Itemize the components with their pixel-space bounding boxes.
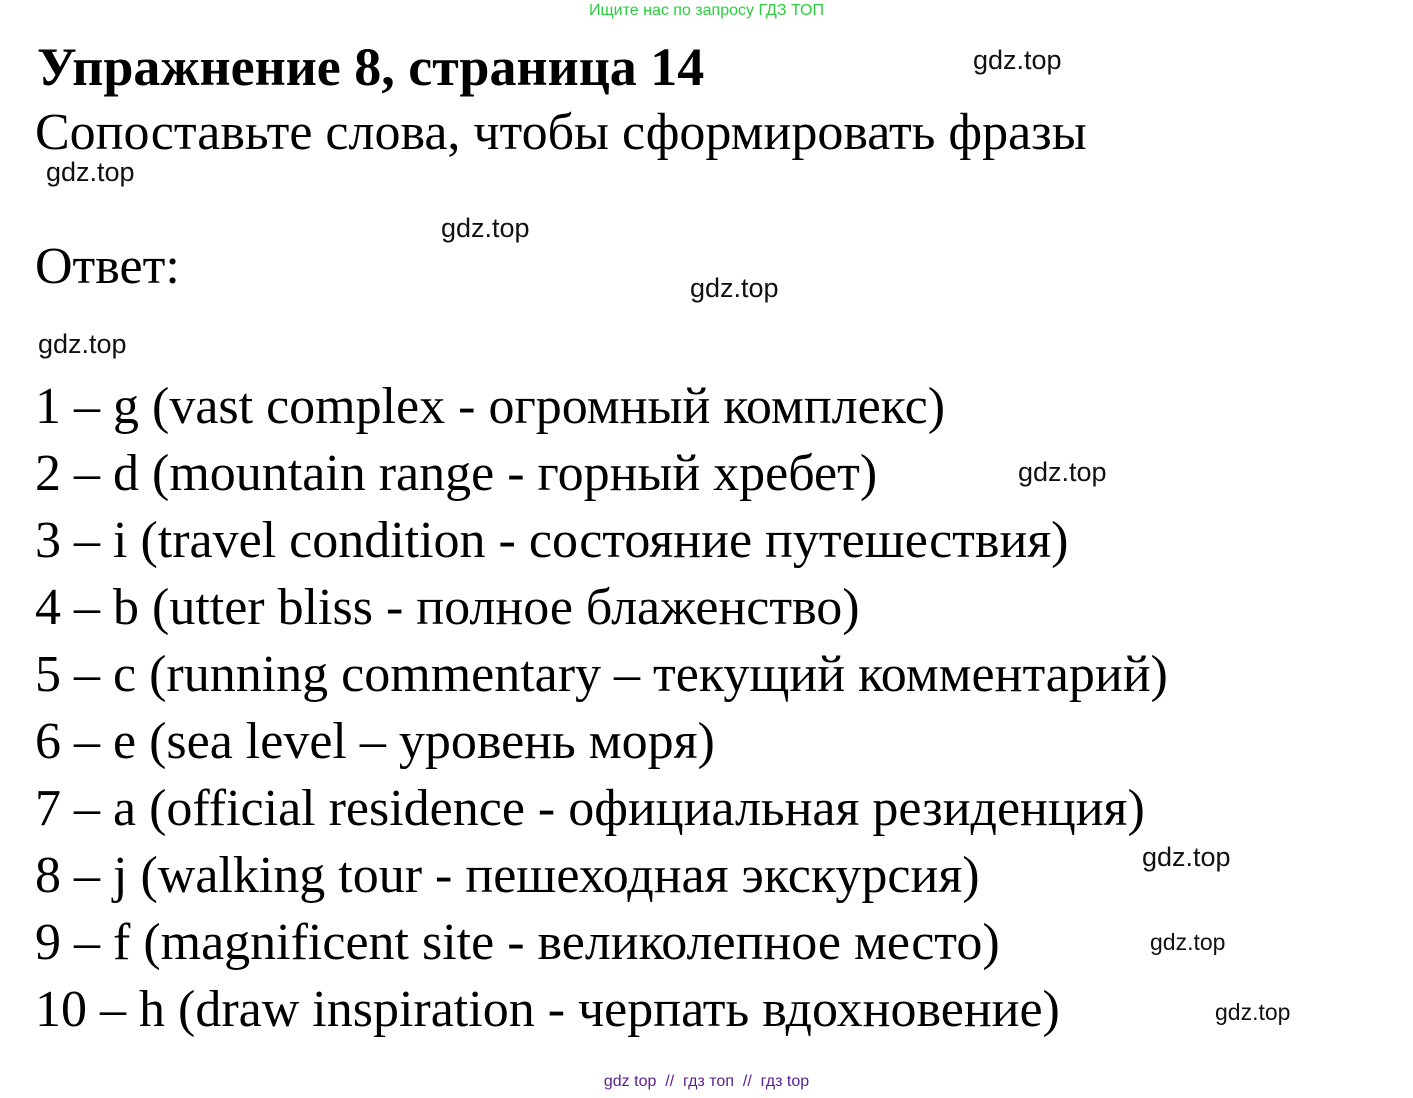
answer-line: 10 – h (draw inspiration - черпать вдохновение): [35, 981, 1060, 1038]
watermark: gdz.top: [1215, 999, 1291, 1025]
page-title: Упражнение 8, страница 14: [37, 37, 705, 97]
answer-line: 4 – b (utter bliss - полное блаженство): [35, 579, 860, 636]
watermark: gdz.top: [441, 213, 530, 243]
watermark: gdz.top: [1018, 457, 1107, 487]
watermark: gdz.top: [46, 157, 135, 187]
task-description: Сопоставьте слова, чтобы сформировать фразы: [35, 104, 1087, 161]
answer-line: 2 – d (mountain range - горный хребет): [35, 445, 878, 502]
answer-line: 5 – c (running commentary – текущий комментарий): [35, 646, 1168, 703]
watermark: gdz.top: [973, 45, 1062, 75]
watermark: gdz.top: [690, 273, 779, 303]
watermark: gdz.top: [38, 329, 127, 359]
answer-line: 3 – i (travel condition - состояние путешествия): [35, 512, 1069, 569]
watermark: gdz.top: [1150, 929, 1226, 955]
answer-line: 1 – g (vast complex - огромный комплекс): [35, 378, 946, 435]
answer-line: 8 – j (walking tour - пешеходная экскурсия): [35, 847, 980, 904]
top-search-hint: Ищите нас по запросу ГДЗ ТОП: [589, 2, 824, 19]
answer-line: 6 – e (sea level – уровень моря): [35, 713, 715, 770]
answer-line: 7 – a (official residence - официальная резиденция): [35, 780, 1145, 837]
answer-line: 9 – f (magnificent site - великолепное место): [35, 914, 1000, 971]
footer-links: gdz top // гдз топ // гдз top: [603, 1073, 810, 1090]
watermark: gdz.top: [1142, 842, 1231, 872]
answer-label: Ответ:: [35, 238, 180, 295]
